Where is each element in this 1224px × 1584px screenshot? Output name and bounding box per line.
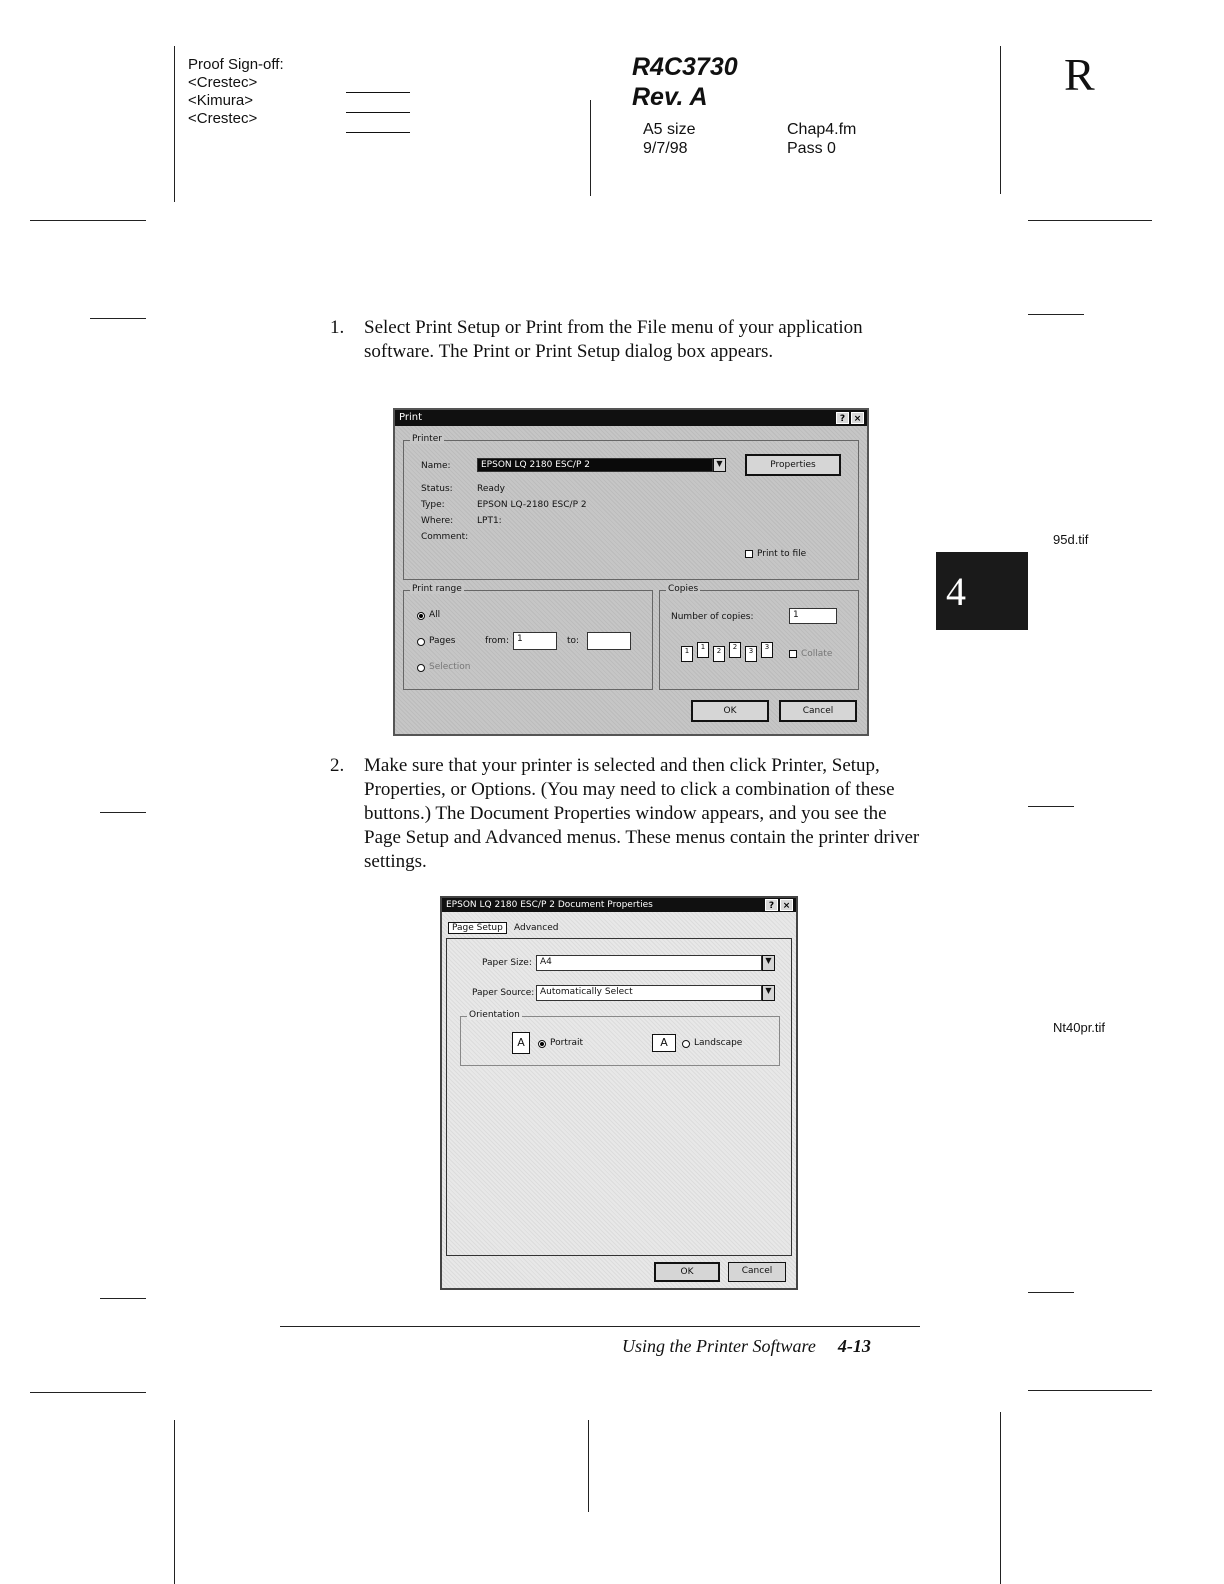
header-center-rule bbox=[590, 100, 591, 196]
group-label: Printer bbox=[412, 434, 442, 444]
crop-mark bbox=[1028, 1292, 1074, 1293]
name-label: Name: bbox=[421, 461, 451, 471]
where-value: LPT1: bbox=[477, 516, 502, 526]
page-size: A5 size bbox=[643, 121, 696, 138]
bottom-center-rule bbox=[588, 1420, 589, 1512]
right-margin-rule-top bbox=[1000, 46, 1001, 194]
size-date-block bbox=[643, 120, 695, 158]
cancel-button[interactable]: Cancel bbox=[779, 700, 857, 722]
collate-label: Collate bbox=[801, 649, 833, 659]
to-label: to: bbox=[567, 636, 580, 646]
figure-filename: Nt40pr.tif bbox=[1053, 1020, 1106, 1035]
doc-code: R4C3730 bbox=[632, 53, 738, 81]
tab-page-setup[interactable]: Page Setup bbox=[448, 922, 507, 934]
crop-mark bbox=[1028, 314, 1084, 315]
status-value: Ready bbox=[477, 484, 505, 494]
comment-label: Comment: bbox=[421, 532, 469, 542]
to-input[interactable] bbox=[587, 632, 631, 650]
help-icon[interactable]: ? bbox=[836, 412, 849, 424]
collate-page-icon: 2 bbox=[713, 646, 725, 662]
landscape-label: Landscape bbox=[694, 1038, 743, 1048]
pages-label: Pages bbox=[429, 636, 456, 646]
help-icon[interactable]: ? bbox=[765, 899, 778, 911]
dialog-titlebar bbox=[442, 898, 796, 912]
portrait-page-icon: A bbox=[512, 1032, 530, 1054]
close-icon[interactable]: × bbox=[851, 412, 864, 424]
selection-label: Selection bbox=[429, 662, 471, 672]
printer-name-select[interactable]: EPSON LQ 2180 ESC/P 2 bbox=[477, 458, 713, 472]
landscape-radio[interactable] bbox=[682, 1040, 690, 1048]
crop-mark bbox=[30, 1392, 146, 1393]
status-label: Status: bbox=[421, 484, 453, 494]
group-label: Copies bbox=[668, 584, 699, 594]
copies-group bbox=[659, 584, 859, 690]
pages-radio[interactable] bbox=[417, 638, 425, 646]
where-label: Where: bbox=[421, 516, 454, 526]
signature-line bbox=[346, 112, 410, 113]
doc-date: 9/7/98 bbox=[643, 140, 688, 157]
collate-page-icon: 1 bbox=[681, 646, 693, 662]
properties-button[interactable]: Properties bbox=[745, 454, 841, 476]
proof-line: <Crestec> bbox=[188, 110, 258, 127]
collate-page-icon: 3 bbox=[761, 642, 773, 658]
copies-label: Number of copies: bbox=[671, 612, 754, 622]
selection-radio[interactable] bbox=[417, 664, 425, 672]
paper-source-label: Paper Source: bbox=[472, 988, 535, 998]
portrait-label: Portrait bbox=[550, 1038, 584, 1048]
proof-line: Proof Sign-off: bbox=[188, 56, 284, 73]
step-1 bbox=[330, 316, 910, 390]
chevron-down-icon[interactable]: ▼ bbox=[762, 955, 775, 971]
file-pass-block bbox=[787, 120, 856, 158]
chevron-down-icon[interactable]: ▼ bbox=[713, 458, 726, 472]
step-text: Make sure that your printer is selected and then click Printer, Setup, Properties, or Options. (You may need to click a combination of these buttons.) The Document Properties window appears, and you see the Page Setup and Advanced menus. These menus contain the printer driver settings. bbox=[364, 755, 920, 872]
crop-mark bbox=[1028, 1390, 1152, 1391]
signature-line bbox=[346, 132, 410, 133]
doc-code-block bbox=[632, 52, 738, 112]
group-label: Orientation bbox=[469, 1010, 520, 1020]
proof-signoff-block bbox=[188, 56, 284, 128]
collate-page-icon: 2 bbox=[729, 642, 741, 658]
crop-mark bbox=[30, 220, 146, 221]
ok-button[interactable]: OK bbox=[691, 700, 769, 722]
from-input[interactable]: 1 bbox=[513, 632, 557, 650]
step-number: 1. bbox=[330, 317, 345, 338]
cancel-button[interactable]: Cancel bbox=[728, 1262, 786, 1282]
copies-input[interactable]: 1 bbox=[789, 608, 837, 624]
left-margin-rule-bottom bbox=[174, 1420, 175, 1584]
revision: Rev. A bbox=[632, 83, 708, 111]
type-label: Type: bbox=[421, 500, 445, 510]
from-label: from: bbox=[485, 636, 509, 646]
paper-size-label: Paper Size: bbox=[482, 958, 532, 968]
left-margin-rule-top bbox=[174, 46, 175, 202]
pass-number: Pass 0 bbox=[787, 140, 836, 157]
crop-mark bbox=[1028, 220, 1152, 221]
crop-mark bbox=[1028, 806, 1074, 807]
crop-mark bbox=[100, 1298, 146, 1299]
dialog-titlebar bbox=[395, 410, 867, 426]
step-text: Select Print Setup or Print from the File menu of your application software. The Print or Print Setup dialog box appears. bbox=[364, 317, 863, 362]
collate-checkbox[interactable] bbox=[789, 650, 797, 658]
dialog-title: Print bbox=[399, 412, 423, 423]
proof-line: <Crestec> bbox=[188, 74, 258, 91]
group-label: Print range bbox=[412, 584, 462, 594]
step-2 bbox=[330, 754, 920, 876]
step-number: 2. bbox=[330, 755, 345, 776]
paper-size-select[interactable]: A4 bbox=[536, 955, 762, 971]
crop-mark bbox=[100, 812, 146, 813]
page-footer bbox=[622, 1336, 871, 1357]
document-properties-dialog bbox=[440, 896, 798, 1290]
tab-advanced[interactable]: Advanced bbox=[514, 923, 559, 933]
collate-page-icon: 3 bbox=[745, 646, 757, 662]
dialog-title: EPSON LQ 2180 ESC/P 2 Document Properties bbox=[446, 900, 653, 910]
close-icon[interactable]: × bbox=[780, 899, 793, 911]
landscape-page-icon: A bbox=[652, 1034, 676, 1052]
chapter-tab: 4 bbox=[936, 552, 1028, 630]
all-label: All bbox=[429, 610, 441, 620]
footer-title: Using the Printer Software bbox=[622, 1336, 816, 1356]
print-to-file-label: Print to file bbox=[757, 549, 807, 559]
portrait-radio[interactable] bbox=[538, 1040, 546, 1048]
collate-page-icon: 1 bbox=[697, 642, 709, 658]
page-number: 4-13 bbox=[837, 1336, 871, 1356]
chevron-down-icon[interactable]: ▼ bbox=[762, 985, 775, 1001]
paper-source-select[interactable]: Automatically Select bbox=[536, 985, 762, 1001]
signature-line bbox=[346, 92, 410, 93]
corner-letter: R bbox=[1064, 49, 1095, 100]
right-margin-rule-bottom bbox=[1000, 1412, 1001, 1584]
file-name: Chap4.fm bbox=[787, 121, 857, 138]
ok-button[interactable]: OK bbox=[654, 1262, 720, 1282]
proof-line: <Kimura> bbox=[188, 92, 254, 109]
print-to-file-checkbox[interactable] bbox=[745, 550, 753, 558]
type-value: EPSON LQ-2180 ESC/P 2 bbox=[477, 500, 587, 510]
footer-rule bbox=[280, 1326, 920, 1327]
print-dialog bbox=[393, 408, 869, 736]
crop-mark bbox=[90, 318, 146, 319]
all-radio[interactable] bbox=[417, 612, 425, 620]
figure-filename: 95d.tif bbox=[1053, 532, 1089, 547]
